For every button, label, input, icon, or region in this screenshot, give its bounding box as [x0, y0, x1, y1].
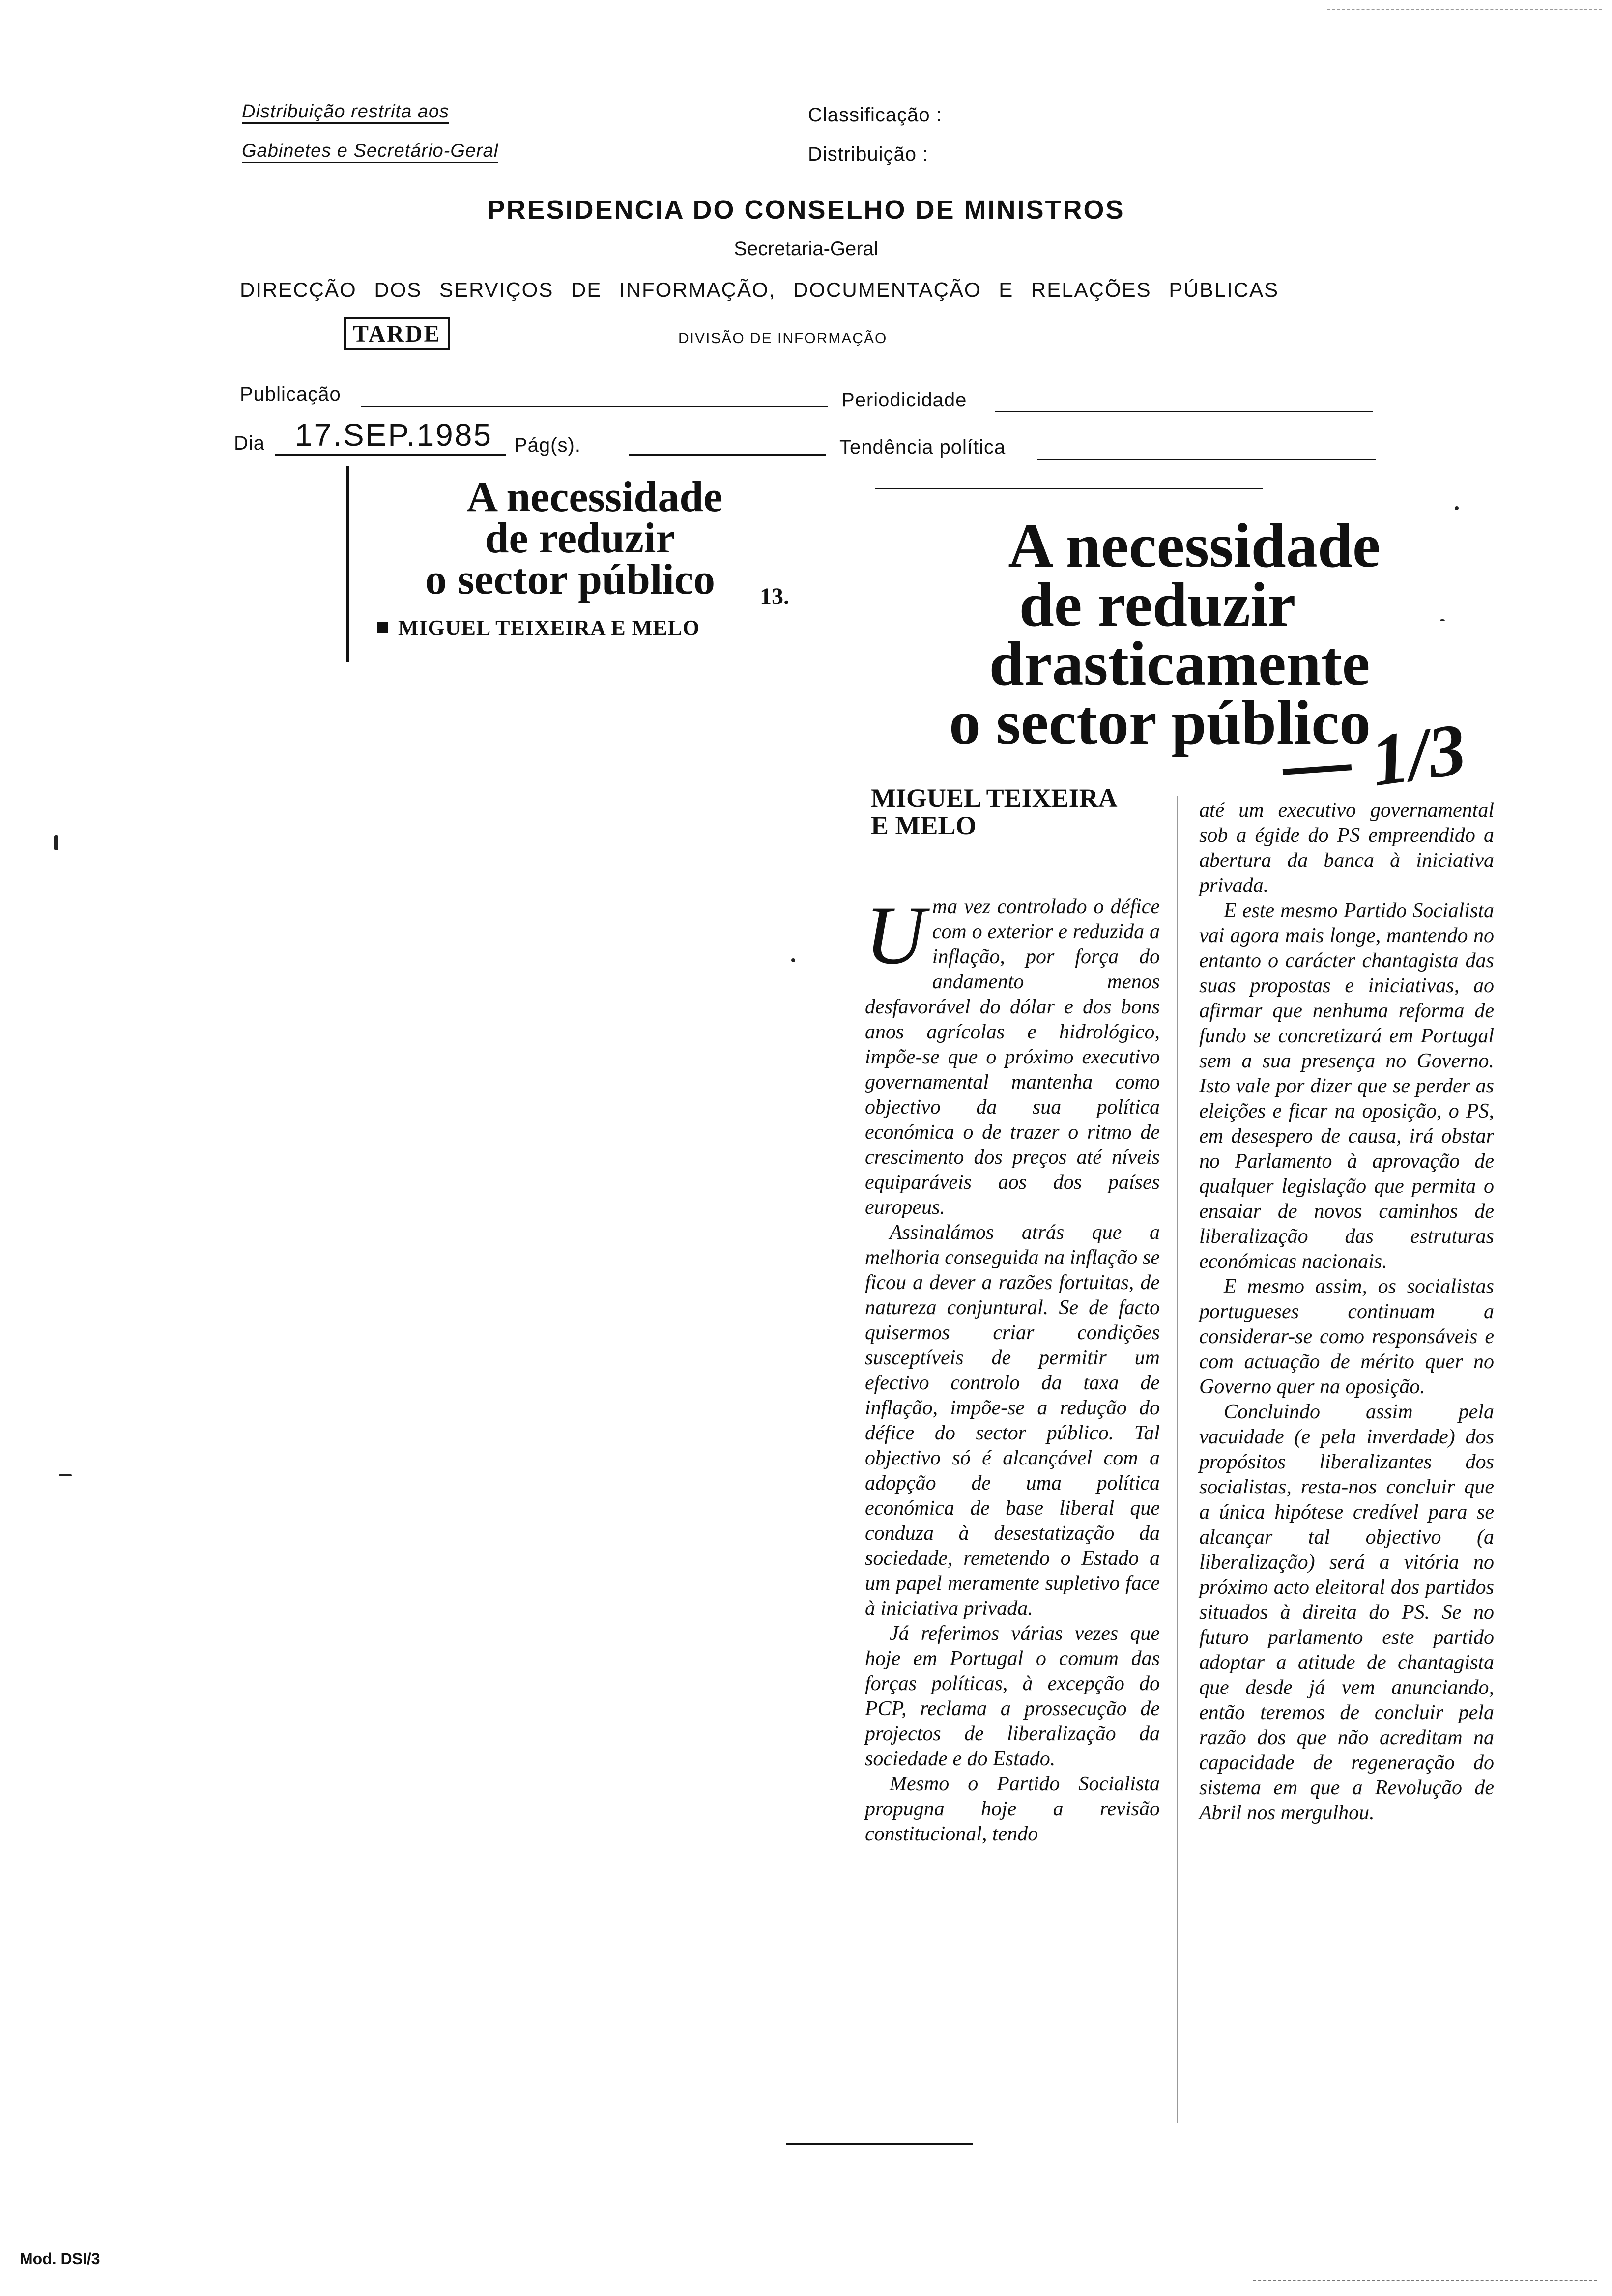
scan-mark — [1455, 506, 1459, 510]
dropcap: U — [865, 889, 925, 981]
paragraph-3: Já referimos várias vezes que hoje em Portugal o comum das forças políticas, à excepção do PCP, reclama a prossecução de projectos de liberalização da sociedade e do Estado. — [865, 1622, 1160, 1770]
article-top-rule — [875, 488, 1263, 489]
model-code: Mod. DSI/3 — [20, 2250, 100, 2267]
handwritten-dash — [1283, 764, 1352, 775]
paragraph-6: E este mesmo Partido Socialista vai agora mais longe, mantendo no entanto o carácter chantagista das suas propostas e iniciativas, ao afirmar que nenhuma reforma de fundo se concretizará em Portugal sem a sua presença no Governo. Isto vale por dizer que se perder as eleições e ficar na oposição, o PS, em desespero de causa, irá obstar no Parlamento à aprovação de qualquer legislação que permita o ensaiar de novos caminhos de liberalização das estruturas económicas nacionais. — [1199, 899, 1494, 1273]
political-tendency-line — [1037, 459, 1376, 460]
headline-line1: A necessidade — [1008, 511, 1381, 580]
paragraph-1-text: ma vez controlado o défice com o exterior e reduzida a inflação, por força do andamento menos desfavorável do dólar e dos bons anos agrícolas e hidrológico, impõe-se que o próximo executivo governamental mantenha como objectivo da sua política económica o de trazer o ritmo de crescimento dos preços até níveis equiparáveis aos dos países europeus. — [865, 895, 1160, 1219]
article-column-2 — [1199, 798, 1494, 1826]
paragraph-4: Mesmo o Partido Socialista propugna hoje a revisão constitucional, tendo — [865, 1773, 1160, 1845]
paragraph-5: até um executivo governamental sob a égide do PS empreendido a abertura da banca à iniciativa privada. — [1199, 799, 1494, 897]
article-byline — [871, 784, 1118, 839]
article-column-1 — [865, 889, 1160, 1847]
distribution-restricted-line1: Distribuição restrita aos — [242, 101, 449, 124]
handwritten-page-mark: 1/3 — [1366, 708, 1471, 802]
division-label: DIVISÃO DE INFORMAÇÃO — [678, 330, 888, 346]
top-edge-rule — [1327, 9, 1602, 10]
pages-label: Pág(s). — [514, 434, 581, 456]
periodicity-label: Periodicidade — [841, 389, 967, 411]
small-headline-line3: o sector público — [425, 556, 715, 603]
page-subtitle: Secretaria-Geral — [734, 238, 878, 259]
byline-line2: E MELO — [871, 811, 977, 840]
article-bottom-rule — [786, 2143, 973, 2145]
paragraph-1 — [865, 889, 1160, 1220]
small-clipping — [374, 473, 816, 603]
small-headline-line1: A necessidade — [466, 473, 723, 521]
bottom-edge-rule — [1253, 2280, 1597, 2281]
distribution-label: Distribuição : — [808, 144, 929, 165]
headline-line3: drasticamente — [989, 629, 1370, 698]
periodicity-line — [995, 411, 1373, 412]
column-divider — [1177, 796, 1178, 2123]
small-byline: MIGUEL TEIXEIRA E MELO — [398, 616, 700, 640]
scan-mark — [791, 958, 795, 962]
byline-line1: MIGUEL TEIXEIRA — [871, 783, 1118, 813]
headline-line2: de reduzir — [1019, 570, 1296, 639]
byline-bullet — [377, 622, 388, 633]
classification-label: Classificação : — [808, 104, 942, 126]
pages-line — [629, 454, 826, 456]
date-stamp: 17.SEP.1985 — [295, 417, 492, 453]
paragraph-7: E mesmo assim, os socialistas portugueses continuam a considerar-se como responsáveis e com actuação de mérito quer no Governo quer na oposição. — [1199, 1275, 1494, 1398]
scan-mark — [54, 835, 58, 850]
distribution-restricted-line2: Gabinetes e Secretário-Geral — [242, 141, 498, 163]
page-title: PRESIDENCIA DO CONSELHO DE MINISTROS — [487, 195, 1125, 225]
day-line — [275, 454, 506, 456]
paragraph-2: Assinalámos atrás que a melhoria conseguida na inflação se ficou a dever a razões fortuitas, de natureza conjuntural. Se de facto quisermos criar condições susceptíveis de permitir um efectivo controlo da taxa de inflação, impõe-se a redução do défice do sector público. Tal objectivo só é alcançável com a adopção de uma política económica de base liberal que conduza à desestatização da sociedade, remetendo o Estado a um papel meramente supletivo face à iniciativa privada. — [865, 1221, 1160, 1620]
day-label: Dia — [234, 432, 265, 454]
direction-line: DIRECÇÃO DOS SERVIÇOS DE INFORMAÇÃO, DOCUMENTAÇÃO E RELAÇÕES PÚBLICAS — [240, 278, 1279, 301]
publication-label: Publicação — [240, 383, 341, 405]
headline-line4: o sector público — [949, 688, 1371, 757]
scan-mark — [1440, 619, 1445, 621]
small-headline-line2: de reduzir — [485, 515, 675, 562]
tarde-stamp: TARDE — [344, 317, 450, 350]
scan-mark — [59, 1474, 72, 1476]
small-page-mark: 13. — [760, 583, 789, 609]
political-tendency-label: Tendência política — [839, 436, 1006, 458]
publication-line — [361, 406, 828, 407]
paragraph-8: Concluindo assim pela vacuidade (e pela inverdade) dos propósitos liberalizantes dos socialistas, resta-nos concluir que a única hipótese credível para se alcançar tal objectivo (a liberalização) será a vitória no próximo acto eleitoral dos partidos situados à direita do PS. Se no futuro parlamento este partido adoptar a atitude de chantagista que desde já vem anunciando, então teremos de concluir pela razão dos que não acreditam na capacidade de regeneração do sistema em que a Revolução de Abril nos mergulhou. — [1199, 1401, 1494, 1824]
